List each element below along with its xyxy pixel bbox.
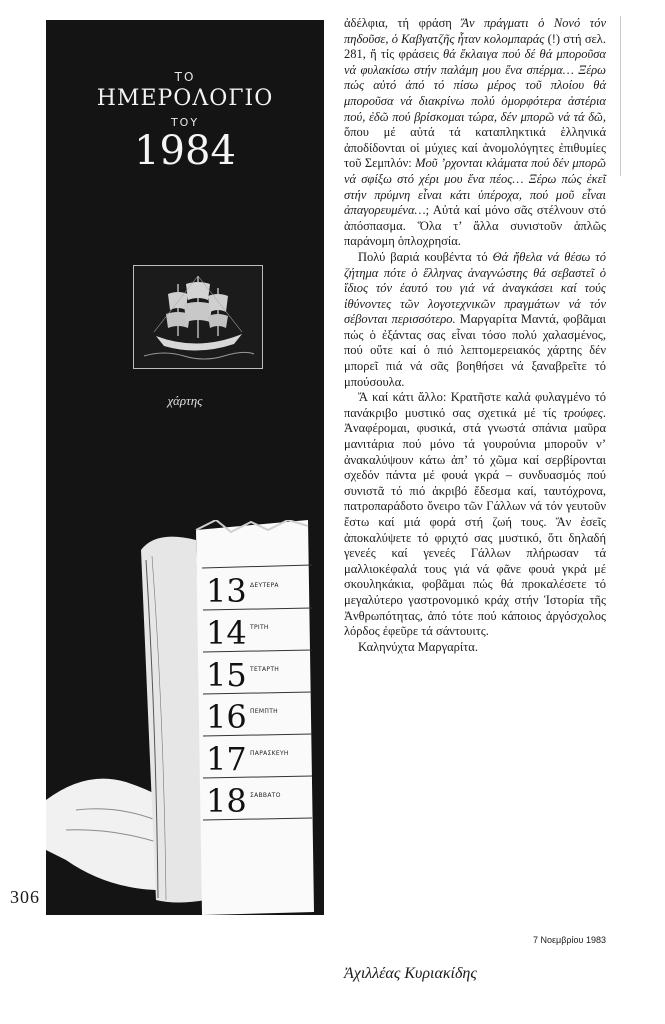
calendar-day-name: ΣΑΒΒΑΤΟ bbox=[250, 792, 281, 799]
calendar-book-illustration bbox=[46, 520, 324, 915]
calendar-day-name: ΔΕΥΤΕΡΑ bbox=[250, 582, 279, 589]
closing-line: Καληνύχτα Μαργαρίτα. bbox=[358, 639, 478, 654]
article-paragraph: Ἄ καί κάτι ἄλλο: Κρατῆστε καλά φυλαγμένο τό πανάκριβο μυστικό σας σχετικά μέ τίς τρούφες. Ἀναφέρομαι, φυσικά, στά γνωστά σπάνια μαῦρα μανιτάρια πού μόνο τά γουρούνια μποροῦν ν’ ἀνακαλύψουν κάτω ἀπ’ τό χῶμα καί σερβίρονται σχεδόν πάντα μέ φουά γκρά – συνδυασμός πού συνιστᾶ τό πιό ἀκριβό ἔδεσμα καί, ταυτόχρονα, πατροπαράδοτο ὄνειρο τῶν Γάλλων νά τόν γευτοῦν ἔστω καί μιά φορά στή ζωή τους. Ἄν ἐσεῖς ἀποκαλύψετε τό φριχτό σας μυστικό, ὅτι δηλαδή γενεές καί γενεές Γάλλων πλήρωσαν τά μαλλιοκέφαλά τους γιά νά φᾶνε φουά γκρά μέ σκουληκάκια, φοβᾶμαι πώς θά προκαλέσετε τό μεγαλύτερο γαστρονομικό κράχ στήν Ἱστορία τῆς Ἀνθρωπότητας, ἀπό τότε πού κάποιος ἀργόσχολος λόρδος ἐφεῦρε τά σάντουιτς. bbox=[344, 390, 606, 639]
article-paragraph: Πολύ βαριά κουβέντα τό Θά ἤθελα νά θέσω τό ζήτημα πότε ὁ ἕλληνας ἀναγνώστης θά σεβαστεῖ ὁ ἴδιος τόν ἑαυτό του γιά νά ἀναγκάσει καί τούς ἰθύνοντες τῶν λογοτεχνικῶν πραγμάτων νά τόν σέβονται περισσότερο. Μαργαρίτα Μαντά, φοβᾶμαι πώς ὁ ἐξάντας σας εἶναι τόσο πολύ χαλασμένος, πού οὔτε καί ὁ πιό λεπτομερειακός χάρτης δέν μπορεῖ πιά νά σᾶς βοηθήσει νά ξαναβρεῖτε τό μπούσουλα. bbox=[344, 249, 606, 389]
poster-tou-label: ΤΟΥ bbox=[170, 116, 200, 129]
article-paragraph: ἀδέλφια, τή φράση Ἄν πράγματι ὁ Νονό τόν πηδοῦσε, ὁ Καβγατζῆς ἦταν κολομπαράς (!) στή σελ. 281, ἤ τίς φράσεις θά ἔκλαιγα πού δέ θά μποροῦσα νά φυλακίσω στήν παλάμη μου ἕνα σπέρμα… Ξέρω πώς αὐτό ἀπό τό πίσω μέρος τοῦ πλοίου θά μποροῦσα νά διακρίνω πολύ ὀμορφότερα ἀστέρια πού, ἐδῶ πού βρίσκομαι τώρα, δέν μπορῶ νά τά δῶ, ὅπου μέ αὐτά τά καταπληκτικά ἑλληνικά ἀποδίδονται οἱ μύχιες καί ἀνομολόγητες ἐπιθυμίες τοῦ Σεμπλόν: Μοῦ ’ρχονται κλάματα πού δέν μπορῶ νά σφίξω στό χέρι μου ἕνα πέος… Ξέρω πώς ἐκεῖ στήν πρύμνη εἶναι κάτι ὑπέροχα, πού μοῦ εἶναι ἀπαγορευμένα…; Αὐτά καί μόνο σᾶς στέλνουν στό ἀπόσπασμα. Ὅλα τ’ ἄλλα συνιστοῦν ἁπλῶς παράνομη ὁπλοχρησία. bbox=[344, 16, 606, 249]
page-number: 306 bbox=[10, 887, 40, 907]
calendar-day-name: ΠΑΡΑΣΚΕΥΗ bbox=[250, 750, 289, 757]
calendar-poster bbox=[46, 20, 324, 915]
calendar-day-number: 17 bbox=[206, 740, 247, 778]
quoted-phrase: Ἄν πράγματι ὁ Νονό τόν πηδοῦσε, ὁ Καβγατζῆς ἦταν κολομπαράς bbox=[344, 16, 606, 46]
calendar-day-number: 14 bbox=[206, 614, 247, 652]
quoted-phrase: θά ἔκλαιγα πού δέ θά μποροῦσα νά φυλακίσω στήν παλάμη μου ἕνα σπέρμα… Ξέρω πώς αὐτό ἀπό τό πίσω μέρος τοῦ πλοίου θά μποροῦσα νά διακρίνω πολύ ὀμορφότερα ἀστέρια πού, ἐδῶ πού βρίσκομαι τώρα, δέν μπορῶ νά τά δῶ, bbox=[344, 47, 606, 124]
calendar-day-number: 18 bbox=[206, 782, 247, 820]
article-body bbox=[344, 16, 606, 655]
poster-brand: χάρτης bbox=[167, 393, 203, 408]
poster-year: 1984 bbox=[134, 128, 236, 174]
quoted-phrase: Θά ἤθελα νά θέσω τό ζήτημα πότε ὁ ἕλληνας ἀναγνώστης θά σεβαστεῖ ὁ ἴδιος τόν ἑαυτό του γιά νά ἀναγκάσει καί τούς ἰθύνοντες τῶν λογοτεχνικῶν πραγμάτων νά τόν σέβονται περισσότερο. bbox=[344, 249, 606, 327]
author-signature: Ἀχιλλέας Κυριακίδης bbox=[344, 965, 477, 982]
poster-title: ΗΜΕΡΟΛΟΓΙΟ bbox=[96, 86, 274, 111]
poster-to-label: ΤΟ bbox=[174, 70, 196, 84]
calendar-day-number: 15 bbox=[206, 656, 247, 694]
calendar-day-name: ΤΕΤΑΡΤΗ bbox=[250, 666, 280, 673]
quoted-phrase: Μοῦ ’ρχονται κλάματα πού δέν μπορῶ νά σφίξω στό χέρι μου ἕνα πέος… Ξέρω πώς ἐκεῖ στήν πρύμνη εἶναι κάτι ὑπέροχα, πού μοῦ εἶναι ἀπαγορευμένα… bbox=[344, 156, 606, 218]
column-rule bbox=[620, 16, 621, 176]
calendar-day-name: ΠΕΜΠΤΗ bbox=[250, 708, 278, 715]
sailing-ship-icon bbox=[134, 266, 262, 368]
letter-date: 7 Νοεμβρίου 1983 bbox=[533, 935, 606, 945]
quoted-phrase: τρούφες bbox=[563, 405, 603, 420]
calendar-day-number: 13 bbox=[206, 572, 247, 610]
ship-illustration bbox=[133, 265, 263, 369]
calendar-day-number: 16 bbox=[206, 698, 247, 736]
calendar-day-name: ΤΡΙΤΗ bbox=[250, 624, 269, 631]
